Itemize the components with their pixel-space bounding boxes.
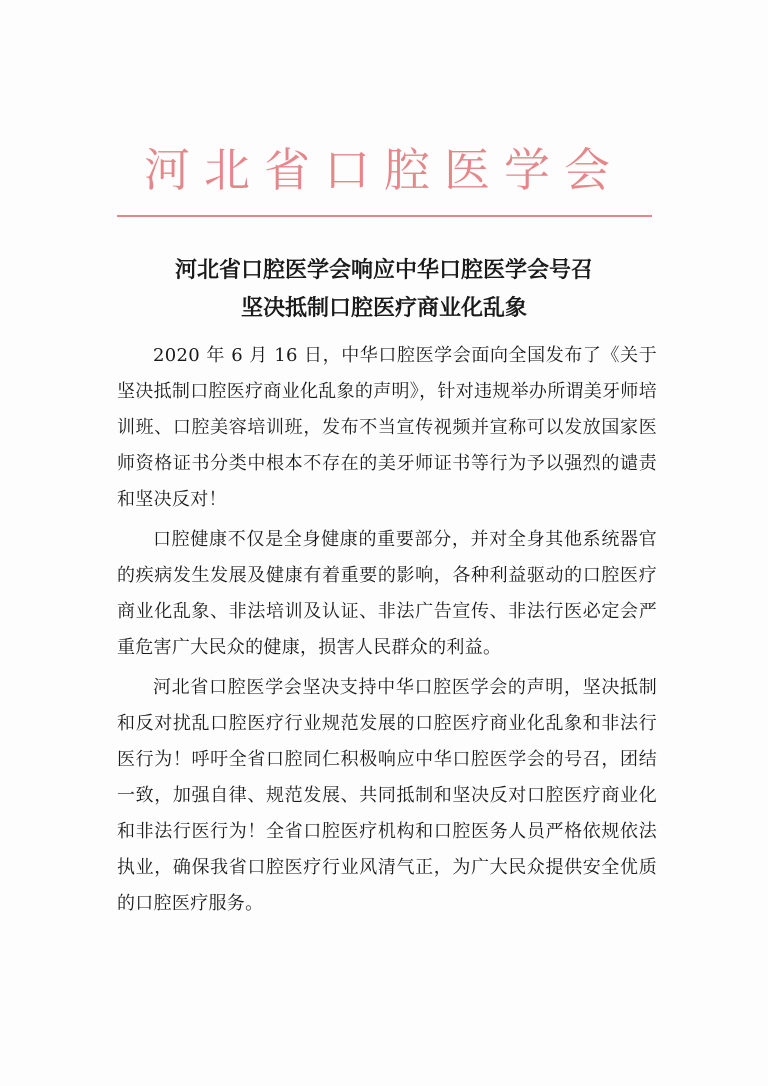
document-title-line-2: 坚决抵制口腔医疗商业化乱象 [240,296,527,321]
body-paragraph-1: 2020 年 6 月 16 日，中华口腔医学会面向全国发布了《关于坚决抵制口腔医疗商业化乱象的声明》，针对违规举办所谓美牙师培训班、口腔美容培训班，发布不当宣传视频并宣称可以发放国家医师资格证书分类中根本不存在的美牙师证书等行为予以强烈的谴责和坚决反对！ [117,345,657,510]
body-paragraph-3: 河北省口腔医学会坚决支持中华口腔医学会的声明，坚决抵制和反对扰乱口腔医疗行业规范发展的口腔医疗商业化乱象和非法行医行为！呼吁全省口腔同仁积极响应中华口腔医学会的号召，团结一致，加强自律、规范发展、共同抵制和坚决反对口腔医疗商业化和非法行医行为！全省口腔医疗机构和口腔医务人员严格依规依法执业，确保我省口腔医疗行业风清气正，为广大民众提供安全优质的口腔医疗服务。 [117,677,657,914]
letterhead-org-name: 河北省口腔医学会 [144,143,624,197]
document-body [117,338,657,926]
body-paragraph-2: 口腔健康不仅是全身健康的重要部分，并对全身其他系统器官的疾病发生发展及健康有着重要的影响，各种利益驱动的口腔医疗商业化乱象、非法培训及认证、非法广告宣传、非法行医必定会严重危害广大民众的健康，损害人民群众的利益。 [117,529,657,658]
document-title-line-1: 河北省口腔医学会响应中华口腔医学会号召 [174,258,593,283]
letterhead-divider [117,215,652,217]
